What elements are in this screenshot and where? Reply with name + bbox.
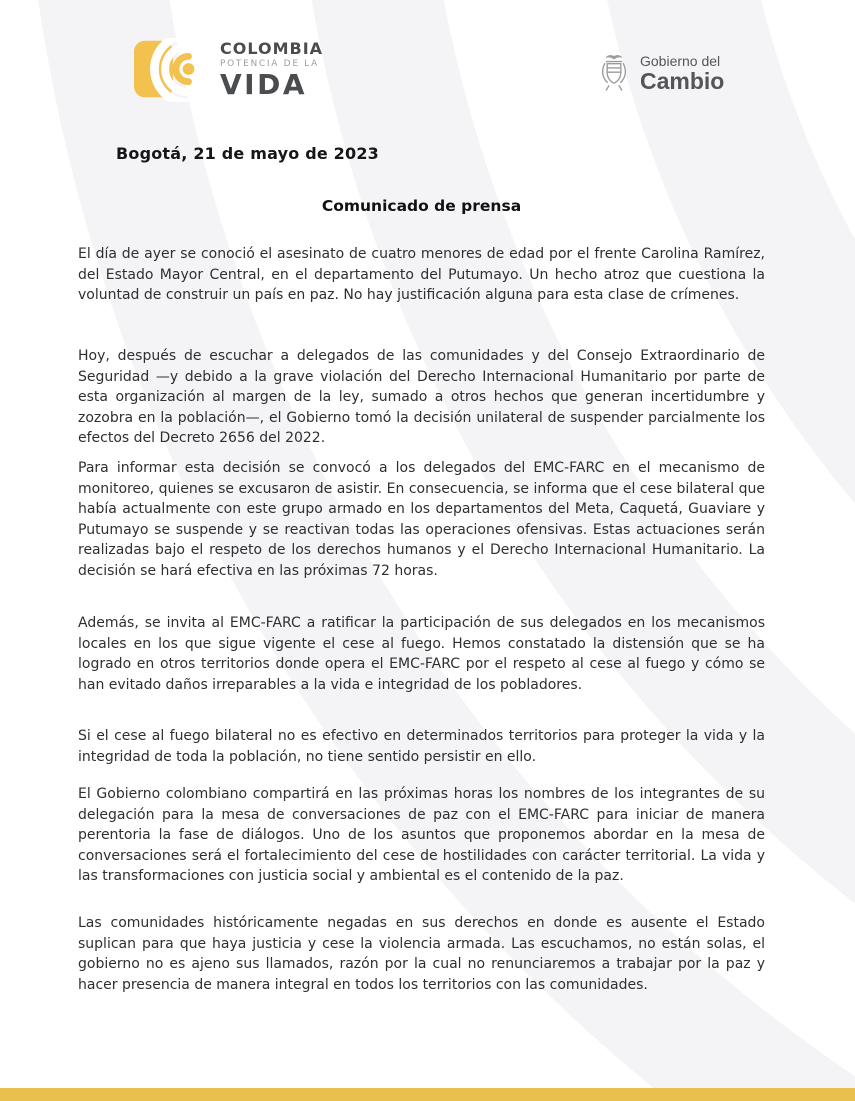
gov-label-line2: Cambio	[640, 67, 725, 94]
paragraph: Hoy, después de escuchar a delegados de las comunidades y del Consejo Extraordinario de Seguridad —y debido a la grave violación del Derecho Internacional Humanitario por parte de esta organización al margen de la ley, sumado a otros hechos que generan incertidumbre y zozobra en la población—, el Gobierno tomó la decisión unilateral de suspender parcialmente los efectos del Decreto 2656 del 2022.	[78, 348, 765, 446]
brand-name-vida: VIDA	[220, 68, 307, 101]
dateline: Bogotá, 21 de mayo de 2023	[116, 144, 380, 163]
gobierno-del-cambio-logo	[597, 52, 724, 94]
colombia-sound-wave-icon	[134, 38, 208, 102]
footer-accent-bar	[0, 1088, 855, 1101]
colombia-logo	[134, 38, 323, 102]
paragraph: El día de ayer se conoció el asesinato de cuatro menores de edad por el frente Carolina Ramírez, del Estado Mayor Central, en el departamento del Putumayo. Un hecho atroz que cuestiona la voluntad de construir un país en paz. No hay justificación alguna para esta clase de crímenes.	[78, 246, 765, 303]
paragraph: Las comunidades históricamente negadas en sus derechos en donde es ausente el Estado suplican para que haya justicia y cese la violencia armada. Las escuchamos, no están solas, el gobierno no es ajeno sus llamados, razón por la cual no renunciaremos a trabajar por la paz y hacer presencia de manera integral en todos los territorios con las comunidades.	[78, 915, 765, 993]
paragraph: Para informar esta decisión se convocó a los delegados del EMC-FARC en el mecanismo de monitoreo, quienes se excusaron de asistir. En consecuencia, se informa que el cese bilateral que había actualmente con este grupo armado en los departamentos del Meta, Caquetá, Guaviare y Putumayo se suspende y se reactivan todas las operaciones ofensivas. Estas actuaciones serán realizadas bajo el respeto de los derechos humanos y el Derecho Internacional Humanitario. La decisión se hará efectiva en las próximas 72 horas.	[78, 460, 765, 579]
brand-name-colombia: COLOMBIA	[220, 39, 324, 58]
gov-label-line1: Gobierno del	[640, 52, 721, 69]
paragraph: Además, se invita al EMC-FARC a ratificar la participación de sus delegados en los mecanismos locales en los que sigue vigente el cese al fuego. Hemos constatado la distensión que se ha logrado en otros territorios donde opera el EMC-FARC por el respeto al cese al fuego y cómo se han evitado daños irreparables a la vida e integridad de los pobladores.	[78, 615, 765, 693]
paragraph: El Gobierno colombiano compartirá en las próximas horas los nombres de los integrantes de su delegación para la mesa de conversaciones de paz con el EMC-FARC para iniciar de manera perentoria la fase de diálogos. Uno de los asuntos que proponemos abordar en la mesa de conversaciones será el fortalecimiento del cese de hostilidades con carácter territorial. La vida y las transformaciones con justicia social y ambiental es el contenido de la paz.	[78, 786, 765, 884]
brand-tagline: POTENCIA DE LA	[220, 59, 320, 69]
paragraph: Si el cese al fuego bilateral no es efectivo en determinados territorios para proteger la vida y la integridad de toda la población, no tiene sentido persistir en ello.	[78, 728, 765, 765]
coat-of-arms-icon	[597, 52, 631, 94]
document-title: Comunicado de prensa	[321, 197, 522, 215]
